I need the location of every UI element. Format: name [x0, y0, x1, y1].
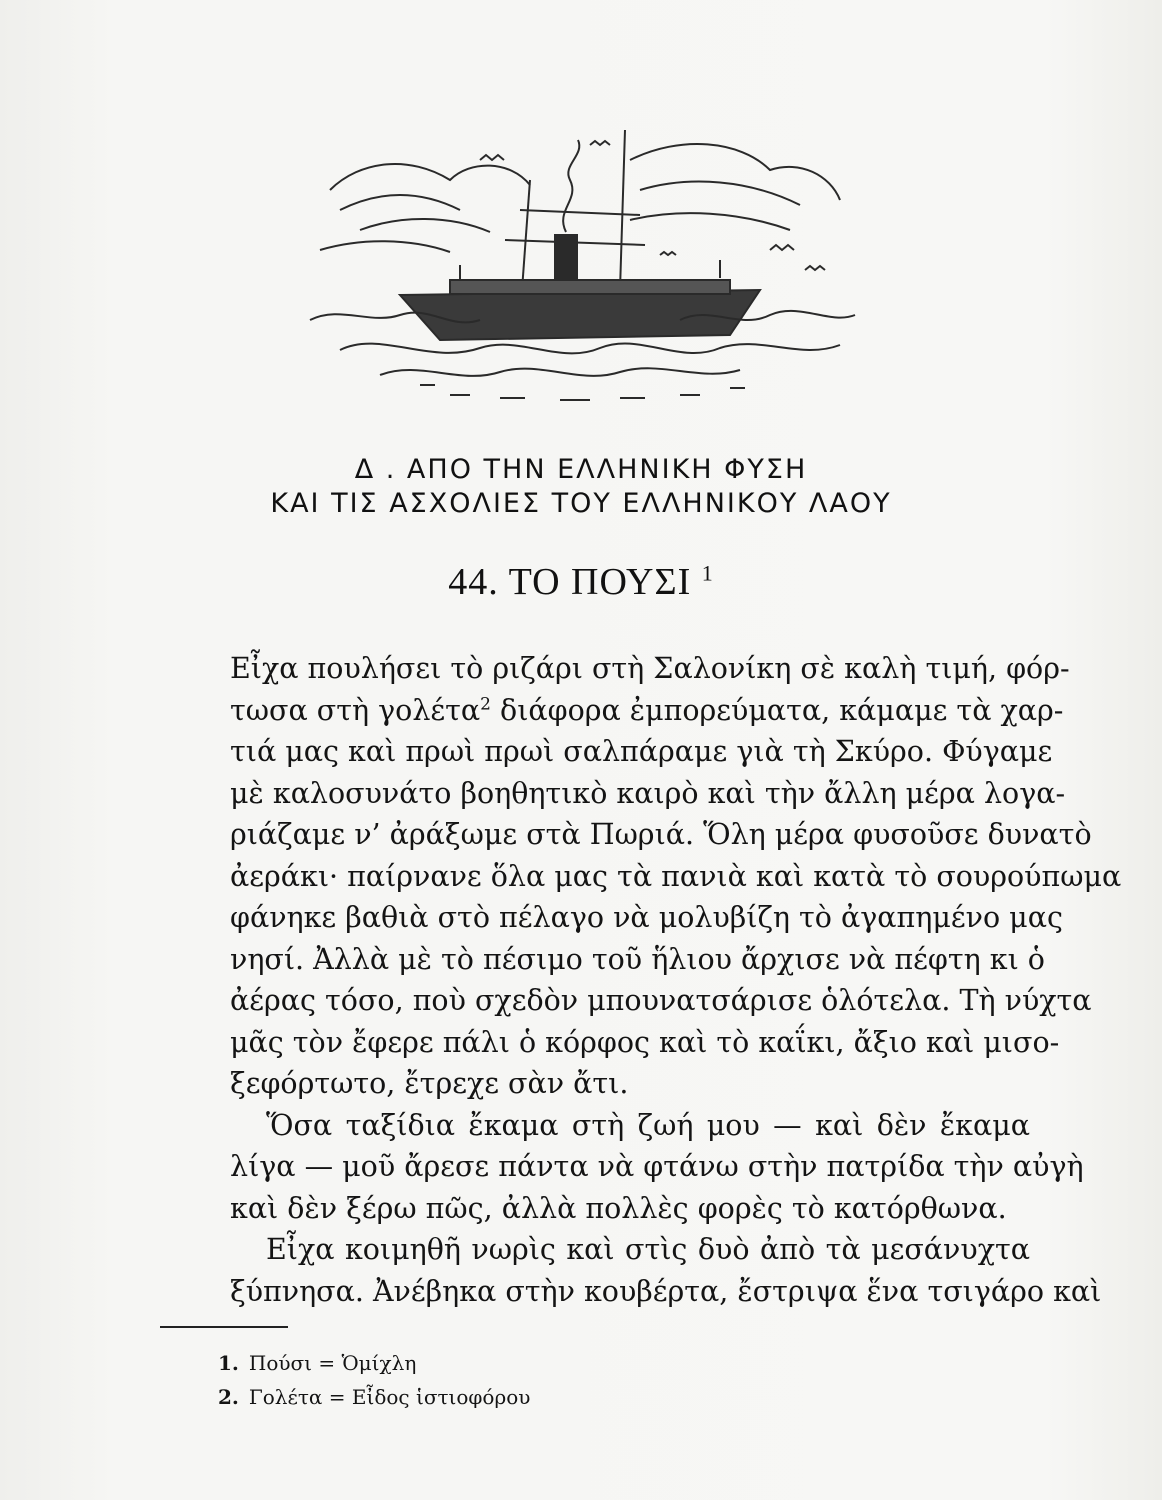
body-line: μᾶς τὸν ἔφερε πάλι ὁ κόρφος καὶ τὸ καΐκι, ἄξιο καὶ μισο-	[230, 1025, 1060, 1059]
section-heading-line-1: Δ . ΑΠΟ ΤΗΝ ΕΛΛΗΝΙΚΗ ΦΥΣΗ	[354, 454, 808, 485]
chapter-title-text: 44. ΤΟ ΠΟΥΣΙ	[448, 561, 692, 603]
footnote-mark-2: 2	[480, 694, 491, 714]
body-line: ἀεράκι· παίρνανε ὅλα μας τὰ πανιὰ καὶ κατὰ τὸ σουρούπωμα	[230, 859, 1122, 893]
body-line: Ὅσα ταξίδια ἔκαμα στὴ ζωή μου — καὶ δὲν ἔκαμα	[266, 1108, 1030, 1142]
body-line: Εἶχα πουλήσει τὸ ριζάρι στὴ Σαλονίκη σὲ καλὴ τιμή, φόρ-	[230, 652, 1070, 685]
body-line: νησί. Ἀλλὰ μὲ τὸ πέσιμο τοῦ ἥλιου ἄρχισε νὰ πέφτη κι ὁ	[230, 942, 1045, 976]
body-line: λίγα — μοῦ ἄρεσε πάντα νὰ φτάνω στὴν πατρίδα τὴν αὐγὴ	[230, 1150, 1084, 1183]
body-line: ἀέρας τόσο, ποὺ σχεδὸν μπουνατσάρισε ὁλότελα. Τὴ νύχτα	[230, 984, 1092, 1017]
body-line: ξεφόρτωτο, ἔτρεχε σὰν ἄτι.	[230, 1067, 629, 1100]
body-line: Εἶχα κοιμηθῆ νωρὶς καὶ στὶς δυὸ ἀπὸ τὰ μεσάνυχτα	[266, 1233, 1030, 1266]
ship-drawing	[300, 120, 860, 410]
steamship-illustration	[300, 120, 860, 410]
footnotes	[218, 1346, 530, 1414]
body-line: τιά μας καὶ πρωὶ πρωὶ σαλπάραμε γιὰ τὴ Σκύρο. Φύγαμε	[230, 735, 1053, 768]
body-line: φάνηκε βαθιὰ στὸ πέλαγο νὰ μολυβίζη τὸ ἀγαπημένο μας	[230, 901, 1063, 934]
footnote-divider	[160, 1326, 288, 1328]
body-line: μὲ καλοσυνάτο βοηθητικὸ καιρὸ καὶ τὴν ἄλλη μέρα λογα-	[230, 776, 1066, 810]
footnote-1: 1. Πούσι = Ὁμίχλη	[218, 1351, 417, 1375]
chapter-footnote-mark: 1	[701, 560, 714, 586]
chapter-title	[0, 560, 1162, 604]
body-line: ξύπνησα. Ἀνέβηκα στὴν κουβέρτα, ἔστριψα ἕνα τσιγάρο καὶ	[230, 1274, 1102, 1308]
story-body	[230, 648, 1122, 1312]
section-heading-line-2: ΚΑΙ ΤΙΣ ΑΣΧΟΛΙΕΣ ΤΟΥ ΕΛΛΗΝΙΚΟΥ ΛΑΟΥ	[270, 488, 892, 519]
body-line: καὶ δὲν ξέρω πῶς, ἀλλὰ πολλὲς φορὲς τὸ κατόρθωνα.	[230, 1191, 1007, 1225]
body-line: τωσα στὴ γολέτα$^2$ διάφορα ἐμπορεύματα, κάμαμε τὰ χαρ-	[230, 693, 1064, 727]
footnote-2: 2. Γολέτα = Εἶδος ἱστιοφόρου	[218, 1385, 531, 1409]
body-line: ριάζαμε ν’ ἀράξωμε στὰ Πωριά. Ὅλη μέρα φυσοῦσε δυνατὸ	[230, 818, 1092, 851]
